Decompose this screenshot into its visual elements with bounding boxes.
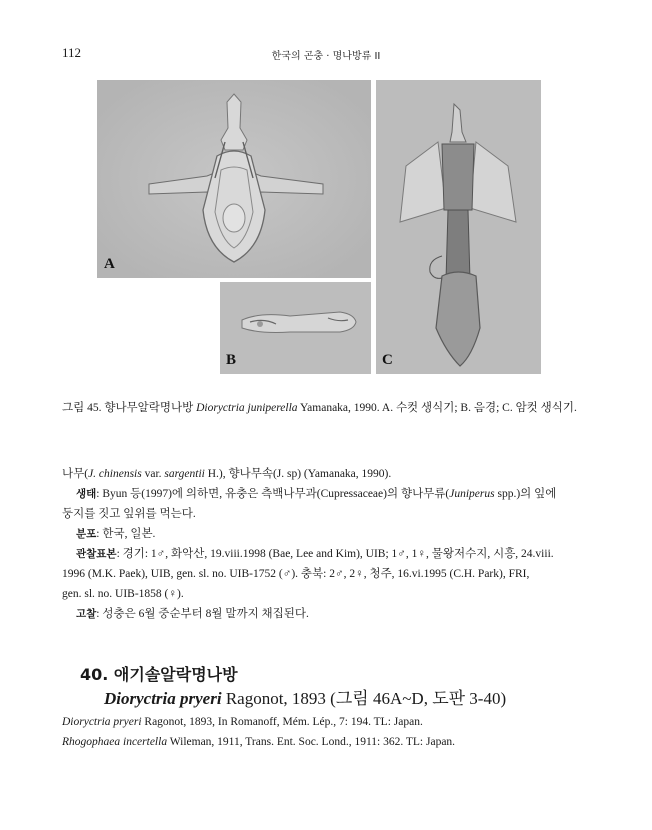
host-plants-line: 나무(J. chinensis var. sargentii H.), 향나무속(J. sp) (Yamanaka, 1990). — [62, 468, 392, 480]
male-genitalia-image — [97, 80, 371, 278]
caption-prefix: 그림 45. 향나무알락명나방 — [62, 402, 197, 414]
figure-panel-c — [376, 80, 541, 374]
panel-label-a: A — [104, 256, 115, 272]
ecology-paragraph-cont: 둥지를 짓고 잎위를 먹는다. — [62, 508, 196, 520]
species-title-name: Dioryctria pryeri — [104, 689, 222, 708]
caption-suffix: Yamanaka, 1990. A. 수컷 생식기; B. 음경; C. 암컷 생식기. — [297, 402, 577, 414]
remarks-paragraph: 고찰: 성충은 6월 중순부터 8월 말까지 채집된다. — [76, 608, 309, 620]
panel-label-c: C — [382, 352, 393, 368]
running-head: 한국의 곤충 · 명나방류 II — [271, 51, 381, 62]
aedeagus-image — [220, 282, 371, 374]
species-title — [104, 684, 506, 709]
species-heading: 40. 애기솔알락명나방 — [80, 665, 238, 684]
specimens-paragraph: 관찰표본: 경기: 1♂, 화악산, 19.viii.1998 (Bae, Lee and Kim), UIB; 1♂, 1♀, 물왕저수지, 시흥, 24.viii. — [76, 548, 554, 560]
figure-panel-a — [97, 80, 371, 278]
remarks-label: 고찰 — [76, 608, 97, 620]
species-account-body — [62, 464, 592, 624]
ecology-paragraph: 생태: Byun 등(1997)에 의하면, 유충은 측백나무과(Cupressaceae)의 향나무류(Juniperus spp.)의 잎에 — [76, 488, 557, 500]
page-number: 112 — [62, 45, 82, 60]
figure-caption — [62, 398, 590, 418]
specimens-line-3: gen. sl. no. UIB-1858 (♀). — [62, 588, 184, 600]
synonym-entry: Rhogophaea incertella Wileman, 1911, Trans. Ent. Soc. Lond., 1911: 362. TL: Japan. — [62, 736, 456, 748]
distribution-label: 분포 — [76, 528, 97, 540]
ecology-label: 생태 — [76, 488, 97, 500]
caption-species-name: Dioryctria juniperella — [196, 402, 298, 414]
specimens-label: 관찰표본 — [76, 548, 117, 560]
figure-panel-b — [220, 282, 371, 374]
female-genitalia-image — [376, 80, 541, 374]
distribution-paragraph: 분포: 한국, 일본. — [76, 528, 156, 540]
species-title-authority: Ragonot, 1893 (그림 46A~D, 도판 3-40) — [221, 689, 507, 708]
panel-label-b: B — [226, 352, 237, 368]
synonym-entry: Dioryctria pryeri Ragonot, 1893, In Romanoff, Mém. Lép., 7: 194. TL: Japan. — [62, 716, 423, 728]
specimens-line-2: 1996 (M.K. Paek), UIB, gen. sl. no. UIB-1752 (♂). 충북: 2♂, 2♀, 청주, 16.vi.1995 (C.H. Park), FRI, — [62, 568, 530, 580]
